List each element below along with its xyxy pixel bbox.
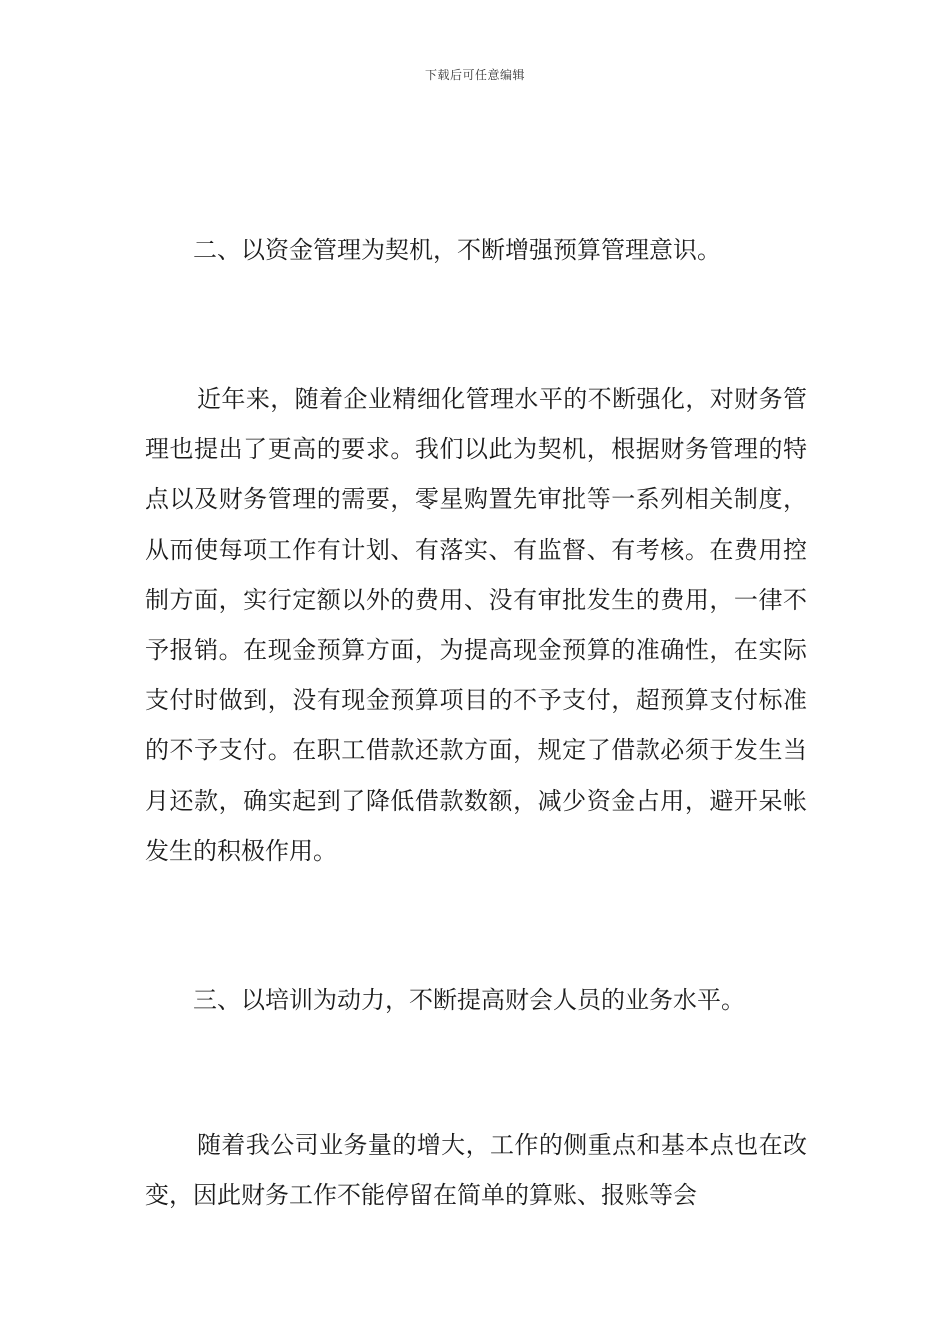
section-2-heading: 二、以资金管理为契机，不断增强预算管理意识。 xyxy=(193,236,721,264)
section-2-paragraph: 近年来，随着企业精细化管理水平的不断强化，对财务管理也提出了更高的要求。我们以此为契机，根据财务管理的特点以及财务管理的需要，零星购置先审批等一系列相关制度，从而使每项工作有计划、有落实、有监督、有考核。在费用控制方面，实行定额以外的费用、没有审批发生的费用，一律不予报销。在现金预算方面，为提高现金预算的准确性，在实际支付时做到，没有现金预算项目的不予支付，超预算支付标准的不予支付。在职工借款还款方面，规定了借款必须于发生当月还款，确实起到了降低借款数额，减少资金占用，避开呆帐发生的积极作用。 xyxy=(145,385,807,865)
header-note: 下载后可任意编辑 xyxy=(424,68,525,82)
section-3-heading: 三、以培训为动力，不断提高财会人员的业务水平。 xyxy=(193,986,745,1014)
section-3-paragraph: 随着我公司业务量的增大，工作的侧重点和基本点也在改变，因此财务工作不能停留在简单的算账、报账等会 xyxy=(145,1131,807,1210)
